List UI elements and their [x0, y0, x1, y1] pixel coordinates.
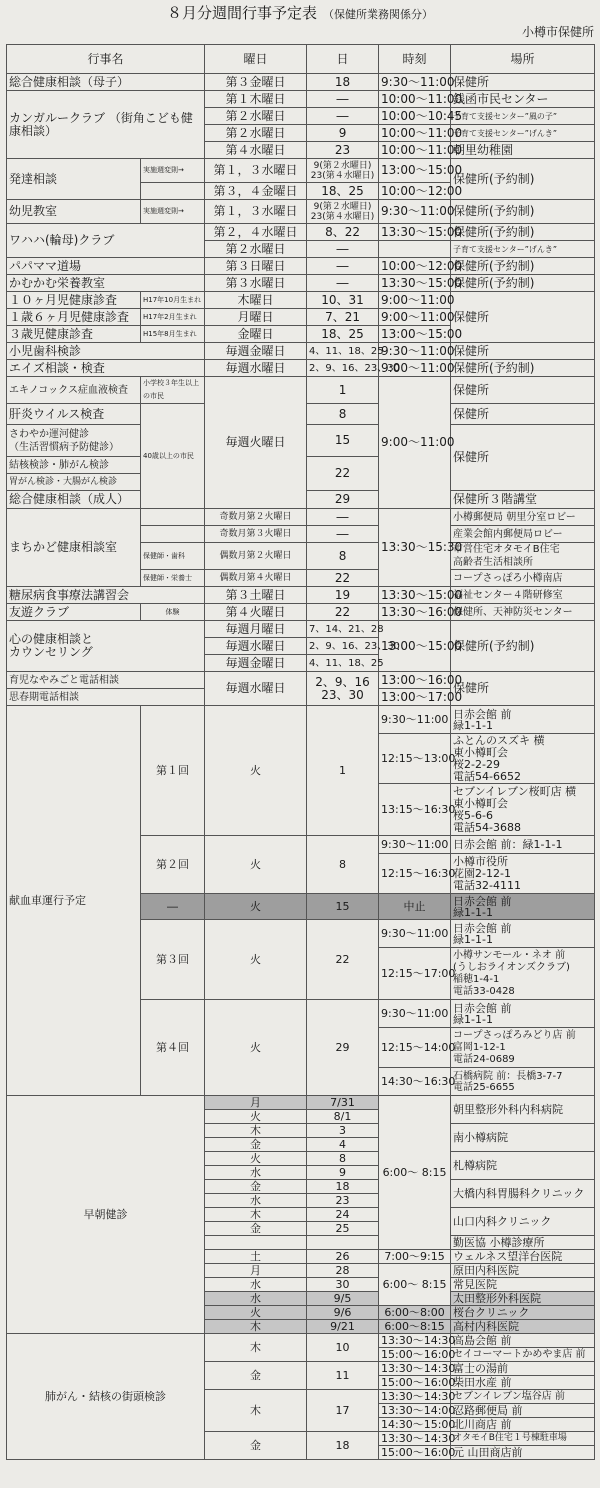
place-cell: 保健所(予約制) — [451, 258, 595, 275]
time-cell: 13:30～15:30 — [379, 509, 451, 587]
weekday-cell: 第１，３水曜日 — [205, 159, 307, 183]
weekday-cell: 金 — [205, 1222, 307, 1236]
event-name: 育児なやみごと電話相談 — [7, 672, 205, 689]
date-cell: 22 — [307, 457, 379, 491]
weekday-cell: 第３，４金曜日 — [205, 183, 307, 200]
place-cell: 産業会館内郵便局ロビー — [451, 526, 595, 543]
date-cell: 18、25 — [307, 326, 379, 343]
event-name: 心の健康相談と カウンセリング — [7, 621, 205, 672]
table-row — [7, 91, 595, 108]
event-name: 肺がん・結核の街頭検診 — [7, 1334, 205, 1460]
time-cell: 15:00～16:00 — [379, 1348, 451, 1362]
date-cell: 8 — [307, 543, 379, 570]
weekday-cell: 毎週水曜日 — [205, 672, 307, 706]
place-cell: 元 山田商店前 — [451, 1446, 595, 1460]
place-cell: 桜台クリニック — [451, 1306, 595, 1320]
table-row — [7, 672, 595, 689]
event-name: 発達相談 — [7, 159, 141, 200]
time-cell: 9:00～11:00 — [379, 309, 451, 326]
event-name: ３歳児健康診査 — [7, 326, 141, 343]
time-cell: 15:00～16:00 — [379, 1376, 451, 1390]
place-cell: 太田整形外科医院 — [451, 1292, 595, 1306]
time-cell: 7:00～9:15 — [379, 1250, 451, 1264]
date-cell: 19 — [307, 587, 379, 604]
event-name: エキノコックス症血液検査 — [7, 377, 141, 404]
round-label: 第１回 — [141, 706, 205, 836]
place-cell: 日赤会館 前 緑1-1-1 — [451, 706, 595, 734]
time-cell: 13:30～14:30 — [379, 1334, 451, 1348]
place-cell: 朝里整形外科内科病院 — [451, 1096, 595, 1124]
blood-drive-section — [7, 706, 595, 1096]
place-cell: 子育て支援センター”げんき” — [451, 125, 595, 142]
place-cell: ふとんのスズキ 横 東小樽町会 桜2-2-29 電話54-6652 — [451, 734, 595, 784]
event-name: パパママ道場 — [7, 258, 205, 275]
time-cell: 10:00～12:00 — [379, 183, 451, 200]
table-row — [7, 159, 595, 183]
col-header-weekday: 曜日 — [205, 45, 307, 74]
date-cell: ― — [307, 91, 379, 108]
weekday-cell: 水 — [205, 1194, 307, 1208]
table-row — [7, 74, 595, 91]
time-cell: 12:15～14:00 — [379, 1028, 451, 1068]
table-row — [7, 292, 595, 309]
time-cell: 10:00～11:00 — [379, 125, 451, 142]
title-text: ８月分週間行事予定表 — [166, 4, 317, 22]
time-cell — [379, 241, 451, 258]
round-label: 第４回 — [141, 1000, 205, 1096]
event-name: 肝炎ウイルス検査 — [7, 404, 141, 425]
date-cell: 7、14、21、28 — [307, 621, 379, 638]
table-row — [7, 258, 595, 275]
table-row — [7, 200, 595, 224]
date-cell: ― — [307, 509, 379, 526]
event-name: かむかむ栄養教室 — [7, 275, 205, 292]
date-cell: 22 — [307, 604, 379, 621]
event-note: 実施週変則→ — [141, 159, 205, 183]
weekday-cell: 奇数月第２火曜日 — [205, 509, 307, 526]
place-cell: 保健所(予約制) — [451, 360, 595, 377]
event-name: カンガルークラブ （街角こども健康相談） — [7, 91, 205, 159]
morning-exam-section — [7, 1096, 595, 1334]
place-cell: 日赤会館 前 緑1-1-1 — [451, 894, 595, 920]
place-cell: 石橋病院 前：長橋3-7-7 電話25-6655 — [451, 1068, 595, 1096]
weekday-cell: 偶数月第２火曜日 — [205, 543, 307, 570]
event-note: 保健師・栄養士 — [141, 570, 205, 587]
event-name: 小児歯科検診 — [7, 343, 205, 360]
place-cell: 保健所、天神防災センター — [451, 604, 595, 621]
place-cell: コープさっぽろ小樽南店 — [451, 570, 595, 587]
weekday-cell: 金 — [205, 1432, 307, 1460]
weekday-cell: 木 — [205, 1390, 307, 1432]
date-cell: 9 — [307, 125, 379, 142]
date-cell: 4、11、18、25 — [307, 343, 379, 360]
event-name: 結核検診・肺がん検診 — [7, 457, 141, 474]
weekday-cell: 火 — [205, 1306, 307, 1320]
weekday-cell: 木 — [205, 1334, 307, 1362]
place-cell: 小樽郵便局 朝里分室ロビー — [451, 509, 595, 526]
time-cell: 10:00～11:00 — [379, 142, 451, 159]
place-cell: 日赤会館 前：緑1-1-1 — [451, 836, 595, 854]
time-cell: 中止 — [379, 894, 451, 920]
place-cell: 大橋内科胃腸科クリニック — [451, 1180, 595, 1208]
weekday-cell: 第１木曜日 — [205, 91, 307, 108]
date-cell: 29 — [307, 1000, 379, 1096]
weekday-cell: 第３日曜日 — [205, 258, 307, 275]
time-cell: 13:00～16:00 — [379, 672, 451, 689]
weekday-cell: 第４火曜日 — [205, 604, 307, 621]
weekday-cell: 火 — [205, 836, 307, 894]
table-header-row — [7, 45, 595, 74]
time-cell: 13:30～14:30 — [379, 1362, 451, 1376]
place-cell: 保健所 — [451, 404, 595, 425]
event-note: 小学校３年生以上の市民 — [141, 377, 205, 404]
event-note — [141, 509, 205, 526]
organization-name: 小樽市保健所 — [521, 25, 594, 39]
time-cell: 9:30～11:00 — [379, 920, 451, 948]
weekday-cell: 月 — [205, 1096, 307, 1110]
date-cell: 4、11、18、25 — [307, 655, 379, 672]
place-cell: 札樽病院 — [451, 1152, 595, 1180]
weekday-cell: 毎週月曜日 — [205, 621, 307, 638]
place-cell: 常見医院 — [451, 1278, 595, 1292]
time-cell: 9:30～11:00 — [379, 74, 451, 91]
date-cell: 30 — [307, 1278, 379, 1292]
time-cell: 9:00～11:00 — [379, 377, 451, 509]
date-cell: ― — [307, 275, 379, 292]
date-cell: 7/31 — [307, 1096, 379, 1110]
weekday-cell: 毎週金曜日 — [205, 343, 307, 360]
date-cell: 4 — [307, 1138, 379, 1152]
event-name: エイズ相談・検査 — [7, 360, 205, 377]
weekday-cell: 金曜日 — [205, 326, 307, 343]
weekday-cell: 月曜日 — [205, 309, 307, 326]
lung-screening-section — [7, 1334, 595, 1460]
date-cell: ― — [307, 241, 379, 258]
event-name: 胃がん検診・大腸がん検診 — [7, 474, 141, 491]
table-row — [7, 587, 595, 604]
place-cell: 保健所３階講堂 — [451, 491, 595, 509]
date-cell: 25 — [307, 1222, 379, 1236]
weekday-cell: 火 — [205, 1000, 307, 1096]
event-name: １歳６ヶ月児健康診査 — [7, 309, 141, 326]
event-note — [141, 526, 205, 543]
weekday-cell: 第１，３水曜日 — [205, 200, 307, 224]
weekday-cell: 第４水曜日 — [205, 142, 307, 159]
table-row — [7, 360, 595, 377]
col-header-place: 場所 — [451, 45, 595, 74]
event-note: H17年10月生まれ — [141, 292, 205, 309]
date-cell: 23 — [307, 1194, 379, 1208]
time-cell: 10:00～10:45 — [379, 108, 451, 125]
date-cell: 15 — [307, 425, 379, 457]
weekday-cell: 毎週水曜日 — [205, 360, 307, 377]
weekday-cell: 第２水曜日 — [205, 108, 307, 125]
date-cell: 2、9、16、23、30 — [307, 360, 379, 377]
date-cell: 15 — [307, 894, 379, 920]
date-cell: ― — [307, 108, 379, 125]
date-cell: 2、9、16、23、30 — [307, 638, 379, 655]
round-label: ― — [141, 894, 205, 920]
weekday-cell: 水 — [205, 1278, 307, 1292]
date-cell: 8/1 — [307, 1110, 379, 1124]
place-cell: 小樽市役所 花園2-12-1 電話32-4111 — [451, 854, 595, 894]
place-cell: 小樽サンモール・ネオ 前 (うしおライオンズクラブ) 稲穂1-4-1 電話33-0428 — [451, 948, 595, 1000]
date-cell: 17 — [307, 1390, 379, 1432]
date-cell: 9/5 — [307, 1292, 379, 1306]
date-cell: 26 — [307, 1250, 379, 1264]
place-cell: 北川商店 前 — [451, 1418, 595, 1432]
place-cell: オタモイB住宅１号棟駐車場 — [451, 1432, 595, 1446]
table-row — [7, 509, 595, 526]
time-cell: 14:30～16:30 — [379, 1068, 451, 1096]
date-cell — [307, 1236, 379, 1250]
place-cell: コープさっぽろみどり店 前 富岡1-12-1 電話24-0689 — [451, 1028, 595, 1068]
table-row — [7, 224, 595, 241]
time-cell: 13:00～15:00 — [379, 159, 451, 183]
weekday-cell: 第３土曜日 — [205, 587, 307, 604]
weekday-cell: 偶数月第４火曜日 — [205, 570, 307, 587]
event-name: 総合健康相談（成人） — [7, 491, 141, 509]
table-row — [7, 1334, 595, 1348]
date-cell: 18 — [307, 1180, 379, 1194]
place-cell: 保健所 — [451, 377, 595, 404]
date-cell: 9/6 — [307, 1306, 379, 1320]
weekday-cell: 火 — [205, 1110, 307, 1124]
time-cell: 13:30～14:00 — [379, 1404, 451, 1418]
time-cell: 6:00～ 8:15 — [379, 1096, 451, 1250]
place-cell: 福祉センター４階研修室 — [451, 587, 595, 604]
weekday-cell: 毎週水曜日 — [205, 638, 307, 655]
time-cell: 13:30～15:00 — [379, 224, 451, 241]
date-cell: 8 — [307, 836, 379, 894]
time-cell: 14:30～15:00 — [379, 1418, 451, 1432]
event-name: １０ヶ月児健康診査 — [7, 292, 141, 309]
weekday-cell: 金 — [205, 1362, 307, 1390]
weekday-cell: 毎週火曜日 — [205, 377, 307, 509]
time-cell: 6:00～ 8:15 — [379, 1264, 451, 1306]
col-header-date: 日 — [307, 45, 379, 74]
weekday-cell: 第２水曜日 — [205, 125, 307, 142]
time-cell: 13:00～17:00 — [379, 689, 451, 706]
place-cell: 原田内科医院 — [451, 1264, 595, 1278]
date-cell: 24 — [307, 1208, 379, 1222]
place-cell: 保健所 — [451, 672, 595, 706]
weekday-cell: 第２水曜日 — [205, 241, 307, 258]
weekday-cell: 火 — [205, 1152, 307, 1166]
date-cell: 18 — [307, 1432, 379, 1460]
round-label: 第２回 — [141, 836, 205, 894]
time-cell: 9:30～11:00 — [379, 200, 451, 224]
date-cell: 10、31 — [307, 292, 379, 309]
event-name: 早朝健診 — [7, 1096, 205, 1334]
weekday-cell: 木 — [205, 1208, 307, 1222]
weekday-cell: 第２，４水曜日 — [205, 224, 307, 241]
place-cell: 保健所(予約制) — [451, 621, 595, 672]
weekday-cell: 火 — [205, 706, 307, 836]
place-cell: 高村内科医院 — [451, 1320, 595, 1334]
table-row — [7, 621, 595, 638]
place-cell: 保健所 — [451, 343, 595, 360]
time-cell: 13:30～15:00 — [379, 587, 451, 604]
place-cell: セイコーマートかめやま店 前 — [451, 1348, 595, 1362]
place-cell: 保健所(予約制) — [451, 224, 595, 241]
place-cell: 日赤会館 前 緑1-1-1 — [451, 1000, 595, 1028]
event-name: 思春期電話相談 — [7, 689, 205, 706]
time-cell: 15:00～16:00 — [379, 1446, 451, 1460]
weekday-cell: 奇数月第３火曜日 — [205, 526, 307, 543]
round-label: 第３回 — [141, 920, 205, 1000]
time-cell: 12:15～17:00 — [379, 948, 451, 1000]
table-row — [7, 377, 595, 404]
table-row — [7, 604, 595, 621]
weekday-cell: 月 — [205, 1264, 307, 1278]
place-cell: 高島会館 前 — [451, 1334, 595, 1348]
time-cell: 9:30～11:00 — [379, 343, 451, 360]
place-cell: 保健所(予約制) — [451, 159, 595, 200]
date-cell: 11 — [307, 1362, 379, 1390]
date-cell: 7、21 — [307, 309, 379, 326]
place-cell: 市営住宅オタモイB住宅 高齢者生活相談所 — [451, 543, 595, 570]
time-cell: 10:00～12:00 — [379, 258, 451, 275]
place-cell: ウェルネス望洋台医院 — [451, 1250, 595, 1264]
table-row — [7, 343, 595, 360]
event-name: 献血車運行予定 — [7, 706, 141, 1096]
empty-cell — [141, 183, 205, 200]
table-row — [7, 706, 595, 734]
place-cell: 忍路郵便局 前 — [451, 1404, 595, 1418]
weekday-cell: 土 — [205, 1250, 307, 1264]
date-cell: 8、22 — [307, 224, 379, 241]
time-cell: 13:00～15:00 — [379, 621, 451, 672]
place-cell: 保健所(予約制) — [451, 275, 595, 292]
date-cell: ― — [307, 258, 379, 275]
weekday-cell: 第３金曜日 — [205, 74, 307, 91]
weekday-cell: 水 — [205, 1166, 307, 1180]
date-cell: 22 — [307, 570, 379, 587]
table-row — [7, 1096, 595, 1110]
place-cell: 銭函市民センター — [451, 91, 595, 108]
place-cell: 保健所 — [451, 292, 595, 343]
weekday-cell: 第３水曜日 — [205, 275, 307, 292]
time-cell: 6:00～8:00 — [379, 1306, 451, 1320]
date-cell: ― — [307, 526, 379, 543]
weekday-cell: 金 — [205, 1180, 307, 1194]
place-cell: 勤医協 小樽診療所 — [451, 1236, 595, 1250]
event-note: 体験 — [141, 604, 205, 621]
place-cell: 日赤会館 前 緑1-1-1 — [451, 920, 595, 948]
place-cell: 子育て支援センター”げんき” — [451, 241, 595, 258]
date-cell: 22 — [307, 920, 379, 1000]
time-cell: 12:15～16:30 — [379, 854, 451, 894]
time-cell: 13:30～15:00 — [379, 275, 451, 292]
place-cell: 保健所(予約制) — [451, 200, 595, 224]
place-cell: 保健所 — [451, 425, 595, 491]
place-cell: 保健所 — [451, 74, 595, 91]
weekday-cell: 木曜日 — [205, 292, 307, 309]
time-cell: 9:30～11:00 — [379, 1000, 451, 1028]
weekday-cell: 木 — [205, 1124, 307, 1138]
date-cell: 10 — [307, 1334, 379, 1362]
time-cell: 12:15～13:00 — [379, 734, 451, 784]
col-header-time: 時刻 — [379, 45, 451, 74]
time-cell: 9:30～11:00 — [379, 836, 451, 854]
event-note: 40歳以上の市民 — [141, 404, 205, 509]
weekday-cell: 木 — [205, 1320, 307, 1334]
date-cell: 9(第２水曜日) 23(第４水曜日) — [307, 159, 379, 183]
time-cell: 13:00～15:00 — [379, 326, 451, 343]
event-note: 実施週変則→ — [141, 200, 205, 224]
weekday-cell: 金 — [205, 1138, 307, 1152]
date-cell: 9/21 — [307, 1320, 379, 1334]
event-name: ワハハ(輪母)クラブ — [7, 224, 205, 258]
event-name: 幼児教室 — [7, 200, 141, 224]
time-cell: 13:30～16:00 — [379, 604, 451, 621]
time-cell: 13:15～16:30 — [379, 784, 451, 836]
weekday-cell: 毎週金曜日 — [205, 655, 307, 672]
date-cell: 8 — [307, 404, 379, 425]
date-cell: 9 — [307, 1166, 379, 1180]
date-cell: 3 — [307, 1124, 379, 1138]
date-cell: 18、25 — [307, 183, 379, 200]
event-name: まちかど健康相談室 — [7, 509, 141, 587]
time-cell: 9:00～11:00 — [379, 292, 451, 309]
place-cell: 山口内科クリニック — [451, 1208, 595, 1236]
place-cell: セブンイレブン塩谷店 前 — [451, 1390, 595, 1404]
weekday-cell: 水 — [205, 1292, 307, 1306]
date-cell: 2、9、16 23、30 — [307, 672, 379, 706]
place-cell: 子育て支援センター”風の子” — [451, 108, 595, 125]
place-cell: 朝里幼稚園 — [451, 142, 595, 159]
event-note: H17年2月生まれ — [141, 309, 205, 326]
date-cell: 1 — [307, 377, 379, 404]
place-cell: 柴田水産 前 — [451, 1376, 595, 1390]
time-cell: 10:00～11:00 — [379, 91, 451, 108]
date-cell: 28 — [307, 1264, 379, 1278]
date-cell: 8 — [307, 1152, 379, 1166]
page-title — [0, 0, 600, 22]
place-cell: 富士の湯前 — [451, 1362, 595, 1376]
weekday-cell: 火 — [205, 894, 307, 920]
date-cell: 18 — [307, 74, 379, 91]
place-cell: セブンイレブン桜町店 横 東小樽町会 桜5-6-6 電話54-3688 — [451, 784, 595, 836]
time-cell: 6:00～8:15 — [379, 1320, 451, 1334]
date-cell: 29 — [307, 491, 379, 509]
event-note: H15年8月生まれ — [141, 326, 205, 343]
date-cell: 23 — [307, 142, 379, 159]
time-cell: 9:30～11:00 — [379, 706, 451, 734]
date-cell: 1 — [307, 706, 379, 836]
event-name: 友遊クラブ — [7, 604, 141, 621]
col-header-event: 行事名 — [7, 45, 205, 74]
time-cell: 9:00～11:00 — [379, 360, 451, 377]
date-cell: 9(第２水曜日) 23(第４水曜日) — [307, 200, 379, 224]
weekday-cell: 火 — [205, 920, 307, 1000]
time-cell: 13:30～14:30 — [379, 1432, 451, 1446]
event-name: 総合健康相談（母子） — [7, 74, 205, 91]
title-subtitle: （保健所業務関係分） — [323, 8, 433, 21]
schedule-table — [6, 44, 595, 1460]
time-cell: 13:30～14:30 — [379, 1390, 451, 1404]
place-cell: 南小樽病院 — [451, 1124, 595, 1152]
table-row — [7, 275, 595, 292]
event-name: 糖尿病食事療法講習会 — [7, 587, 205, 604]
event-note: 保健師・歯科 — [141, 543, 205, 570]
weekday-cell — [205, 1236, 307, 1250]
event-name: さわやか運河健診 （生活習慣病予防健診） — [7, 425, 141, 457]
